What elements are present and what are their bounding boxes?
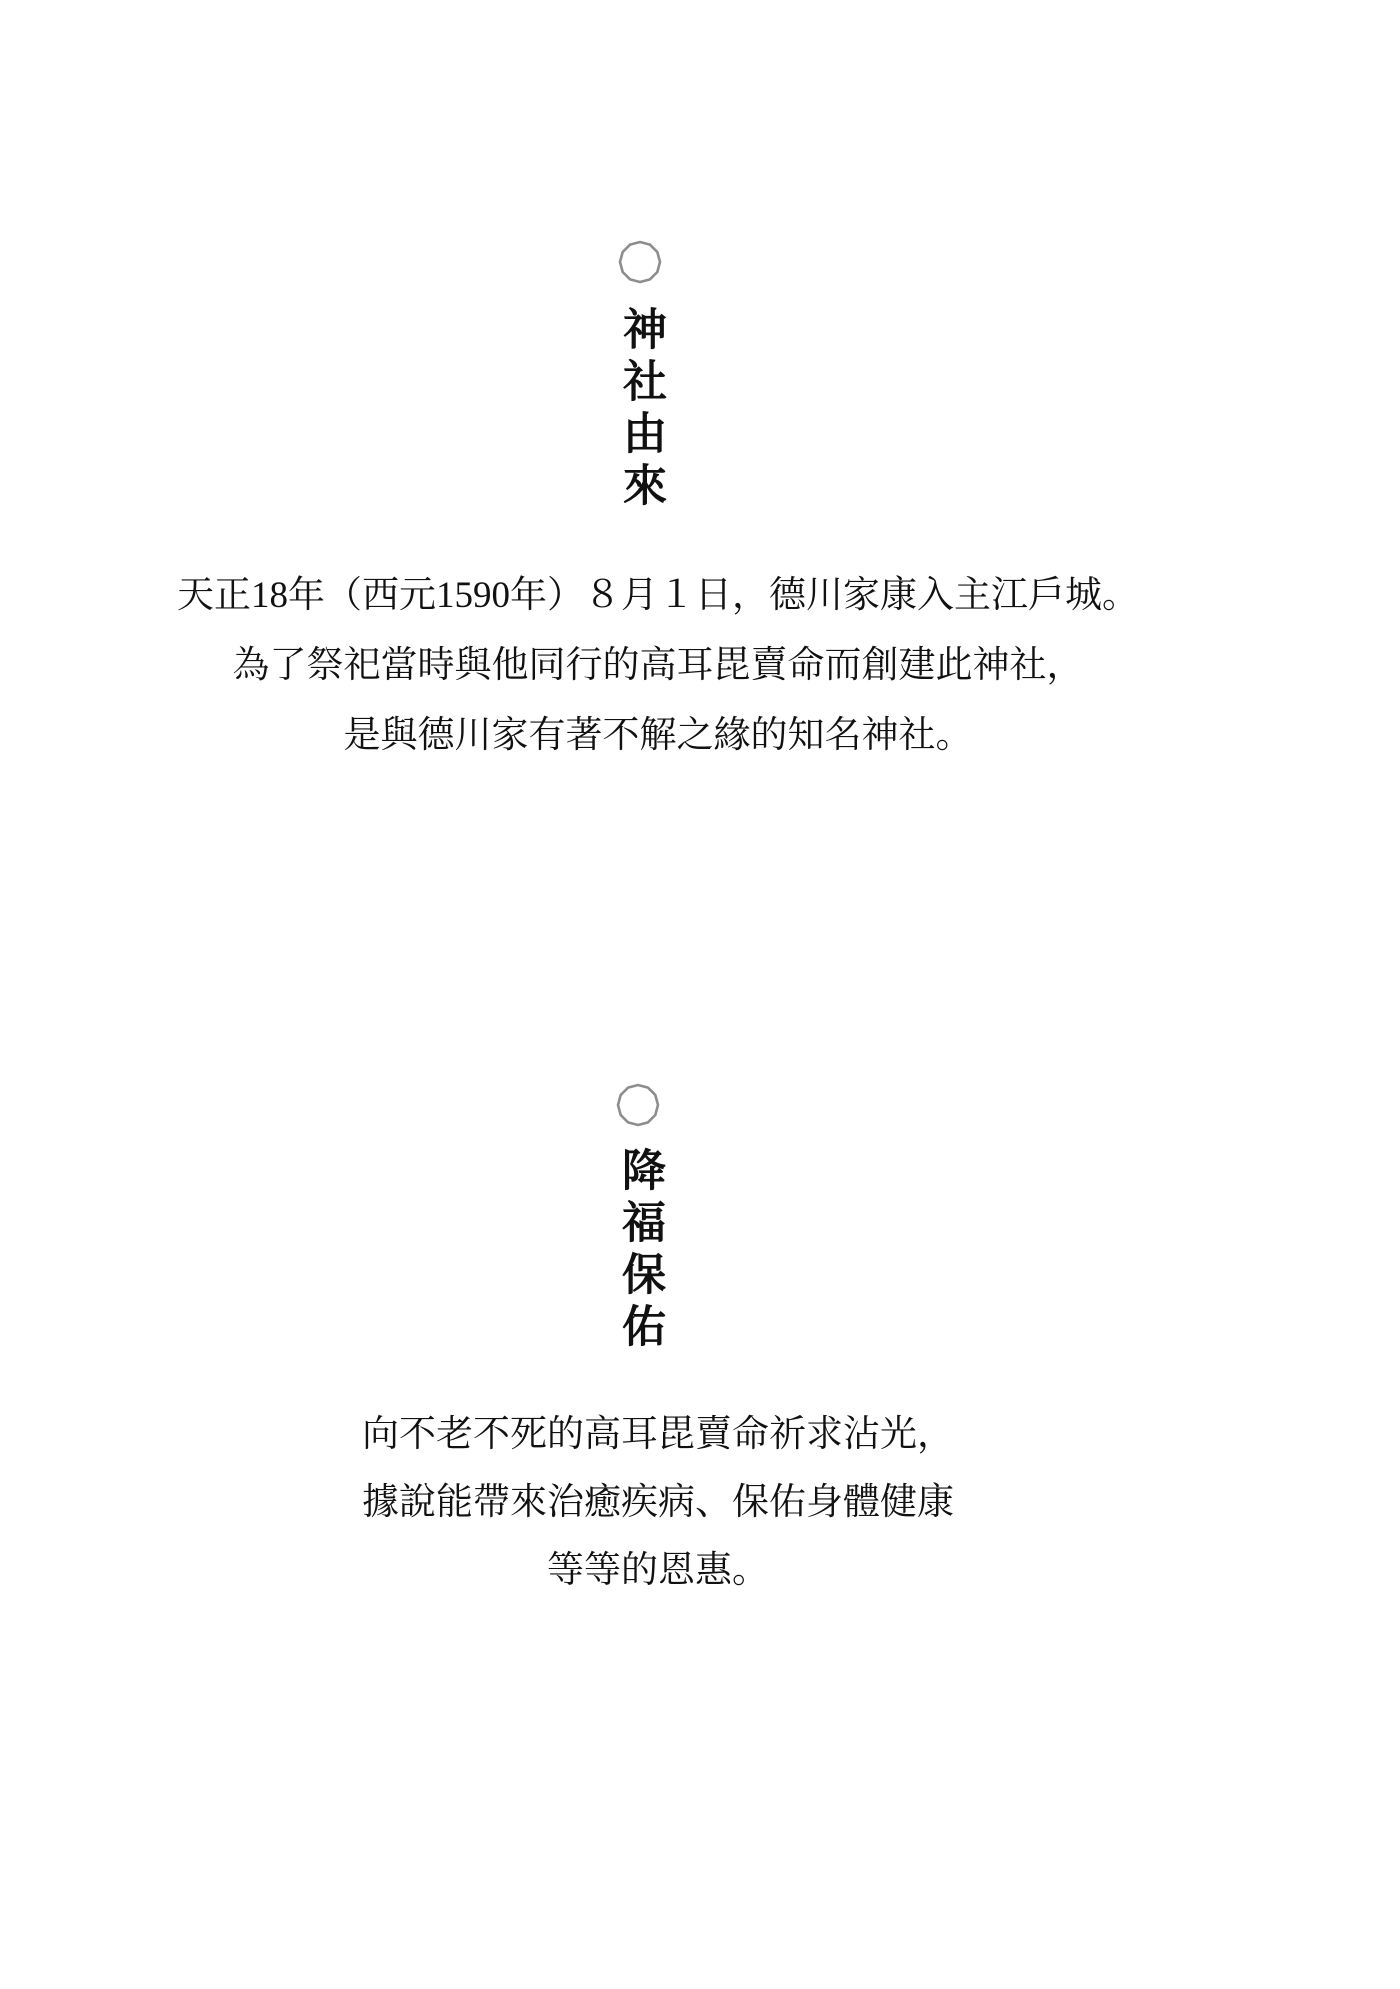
paragraph-line: 是與德川家有著不解之緣的知名神社。 <box>343 715 973 756</box>
paragraph-line: 天正18年（西元1590年）８月１日，德川家康入主江戶城。 <box>177 575 1139 616</box>
shrine-origin-paragraph <box>0 561 1358 771</box>
section-title-shrine-origin: 神社由來 <box>616 306 665 514</box>
scalloped-circle-icon <box>617 239 663 285</box>
scalloped-circle-icon <box>615 1082 661 1128</box>
paragraph-line: 據說能帶來治癒疾病、保佑身體健康 <box>362 1482 954 1523</box>
section-title-blessings: 降福保佑 <box>615 1147 664 1355</box>
paragraph-line: 為了祭祀當時與他同行的高耳毘賣命而創建此神社， <box>232 645 1084 686</box>
blessings-paragraph <box>0 1401 1358 1605</box>
paragraph-line: 向不老不死的高耳毘賣命祈求沾光， <box>362 1414 954 1455</box>
paragraph-line: 等等的恩惠。 <box>547 1550 769 1591</box>
